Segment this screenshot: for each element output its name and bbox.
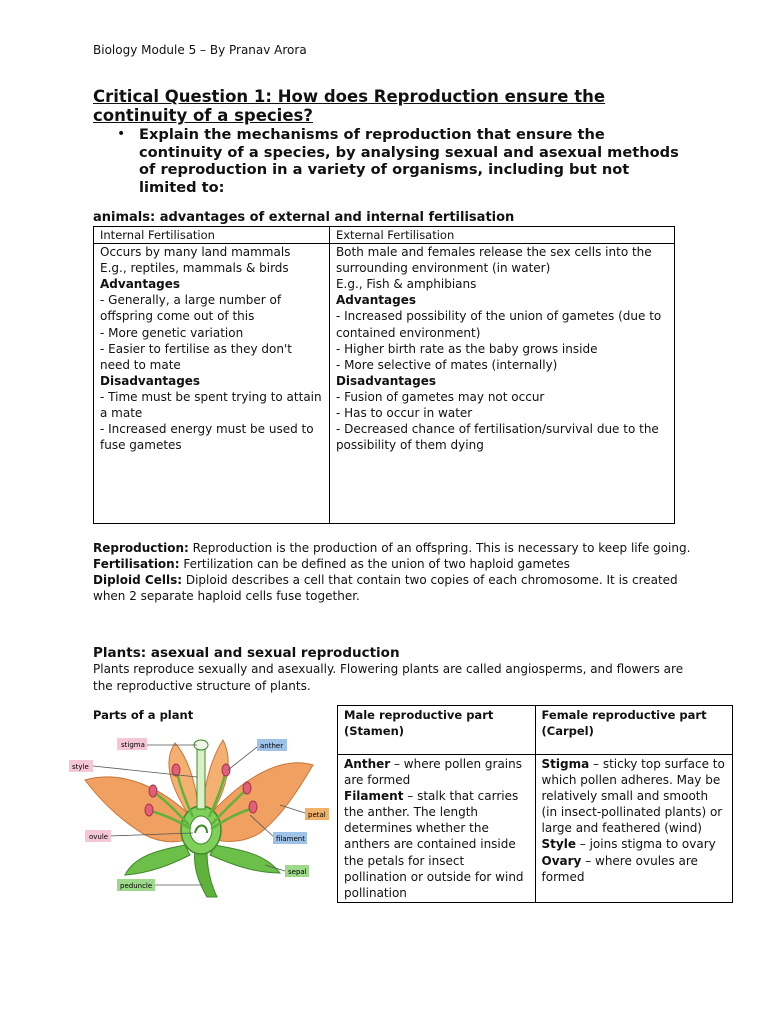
label-stigma: stigma [121,741,145,749]
definition-reproduction: Reproduction: Reproduction is the production of an offspring. This is necessary to keep life going. [93,541,691,555]
sepal-left [125,845,190,875]
label-petal: petal [308,811,326,819]
label-anther: anther [260,742,284,750]
male-header: Male reproductive part (Stamen) [338,706,536,755]
document-header: Biology Module 5 – By Pranav Arora [93,43,307,57]
sepal-right [210,845,280,873]
female-header: Female reproductive part (Carpel) [535,706,733,755]
definitions [93,540,693,604]
female-cell: Stigma – sticky top surface to which pollen adheres. May be relatively small and smooth (in insect-pollinated plants) or large and feathered (wind) Style – joins stigma to ovary Ovary – where ovules are formed [535,755,733,903]
label-style: style [72,763,89,771]
flower-diagram [65,725,335,900]
syllabus-point: Explain the mechanisms of reproduction that ensure the continuity of a species, by analysing sexual and asexual methods of reproduction in a variety of organisms, including but not limited to: [139,126,679,196]
external-header: External Fertilisation [329,227,674,244]
label-ovule: ovule [89,833,109,841]
plants-heading: Plants: asexual and sexual reproduction [93,645,400,661]
male-cell: Anther – where pollen grains are formed Filament – stalk that carries the anther. The length determines whether the anthers are contained inside the petals for insect pollination or outside for wind pollination [338,755,536,903]
internal-header: Internal Fertilisation [94,227,330,244]
question-title: Critical Question 1: How does Reproduction ensure the continuity of a species? [93,87,606,125]
style [197,747,205,809]
label-sepal: sepal [288,868,307,876]
external-cell: Both male and females release the sex cells into the surrounding environment (in water) E.g., Fish & amphibians Advantages - Increased possibility of the union of gametes (due to contained environment) - Higher birth rate as the baby grows inside - More selective of mates (internally) Disadvantages - Fusion of gametes may not occur - Has to occur in water - Decreased chance of fertilisation/survival due to the possibility of them dying [329,244,674,524]
reproductive-parts-table [337,705,733,903]
bullet-point: • [117,126,126,142]
parts-of-plant-label: Parts of a plant [93,708,194,722]
label-filament: filament [276,835,305,843]
definition-fertilisation: Fertilisation: Fertilization can be defined as the union of two haploid gametes [93,557,570,571]
animals-heading: animals: advantages of external and internal fertilisation [93,210,515,225]
internal-cell: Occurs by many land mammals E.g., reptiles, mammals & birds Advantages - Generally, a large number of offspring come out of this - More genetic variation - Easier to fertilise as they don't need to mate Disadvantages - Time must be spent trying to attain a mate - Increased energy must be used to fuse gametes [94,244,330,524]
plants-intro: Plants reproduce sexually and asexually. Flowering plants are called angiosperms, and flowers are the reproductive structure of plants. [93,662,684,693]
fertilisation-table [93,226,675,524]
definition-diploid: Diploid Cells: Diploid describes a cell that contain two copies of each chromosome. It is created when 2 separate haploid cells fuse together. [93,573,678,603]
label-peduncle: peduncle [120,882,153,890]
